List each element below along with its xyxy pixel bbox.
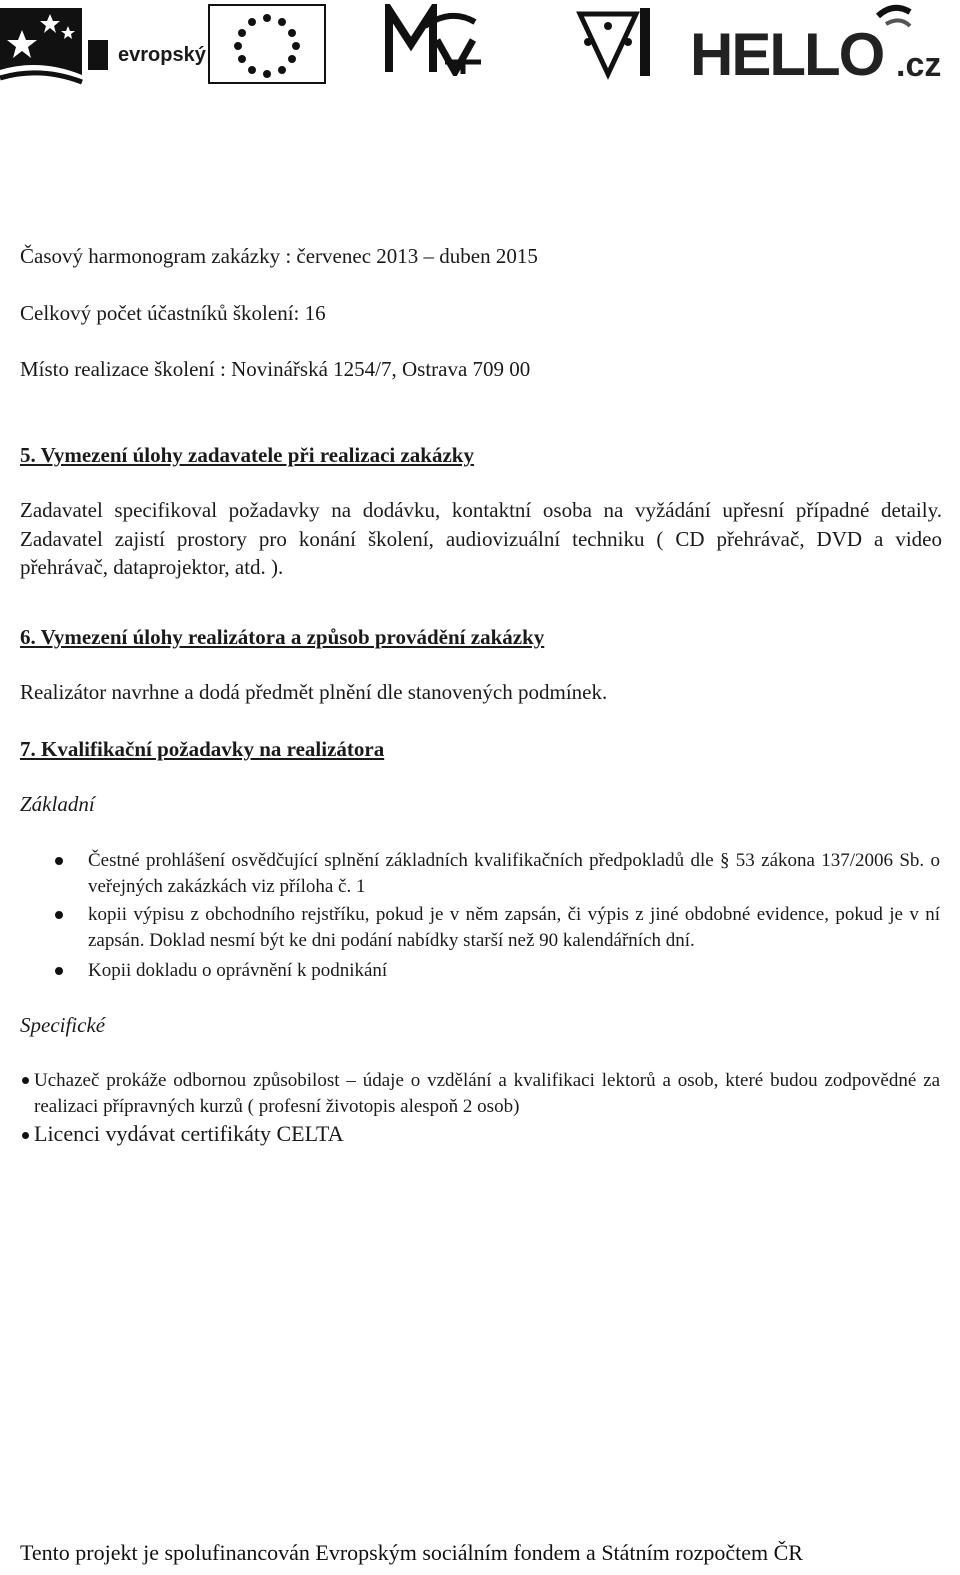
bullet-icon <box>55 857 63 865</box>
eu-flag-logo <box>208 4 326 89</box>
participants-line: Celkový počet účastníků školení: 16 <box>20 301 326 325</box>
list-item: Uchazeč prokáže odbornou způsobilost – údaje o vzdělání a kvalifikaci lektorů a osob, které budou zodpovědné za realizaci přípravných kurzů ( profesní životopis alespoň 2 osob) <box>34 1070 940 1117</box>
schedule-line: Časový harmonogram zakázky : červenec 2013 – duben 2015 <box>20 244 538 268</box>
section-6-body: Realizátor navrhne a dodá předmět plnění dle stanovených podmínek. <box>20 680 608 704</box>
list-item: Licenci vydávat certifikáty CELTA <box>34 1121 344 1146</box>
location-line: Místo realizace školení : Novinářská 1254/7, Ostrava 709 00 <box>20 357 531 381</box>
bullet-icon <box>55 911 63 919</box>
project-logo <box>568 4 653 85</box>
list-item: Kopii dokladu o oprávnění k podnikání <box>88 960 388 981</box>
hello-logo-suffix: .cz <box>896 46 942 84</box>
list-item: Čestné prohlášení osvědčující splnění základních kvalifikačních předpokladů dle § 53 zákona 137/2006 Sb. o veřejných zakázkách viz příloha č. 1 <box>88 850 940 897</box>
bullet-icon <box>55 967 63 975</box>
basic-requirements-label: Základní <box>20 792 95 816</box>
footer-text: Tento projekt je spolufinancován Evropským sociálním fondem a Státním rozpočtem ČR <box>20 1540 803 1565</box>
list-item: kopii výpisu z obchodního rejstříku, pokud je v něm zapsán, či výpis z jiné obdobné evidence, pokud je v ní zapsán. Doklad nesmí být ke dni podání nabídky starší než 90 kalendářních dní. <box>88 904 940 951</box>
msmt-logo <box>385 4 485 81</box>
bullet-icon <box>22 1132 29 1139</box>
specific-requirements-label: Specifické <box>20 1013 106 1037</box>
section-5-body: Zadavatel specifikoval požadavky na dodávku, kontaktní osoba na vyžádání upřesní případné detaily. Zadavatel zajistí prostory pro konání školení, audiovizuální techniku ( CD přehrávač, DVD a video přehrávač, dataprojektor, atd. ). <box>20 498 942 579</box>
hello-logo-text: HELLO <box>690 21 884 88</box>
hello-logo <box>688 2 956 98</box>
section-6-heading: 6. Vymezení úlohy realizátora a způsob provádění zakázky <box>20 625 545 649</box>
section-7-heading: 7. Kvalifikační požadavky na realizátora <box>20 737 385 761</box>
esf-logo-text: evropský <box>118 44 206 66</box>
bullet-icon <box>22 1077 29 1084</box>
section-5-heading: 5. Vymezení úlohy zadavatele při realizaci zakázky <box>20 443 474 467</box>
esf-logo <box>0 0 205 100</box>
